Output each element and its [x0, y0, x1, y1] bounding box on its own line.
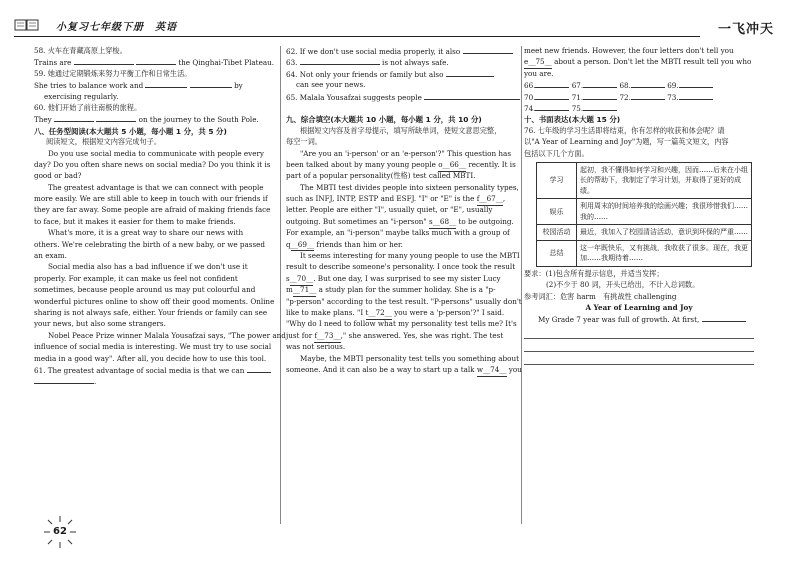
cloze-line: "p-person" according to the test result. "P-persons" usually don't	[286, 296, 522, 306]
passage-line: others. We're celebrating the birth of a new baby, or we passed	[34, 239, 266, 249]
column-left	[34, 46, 286, 388]
passage-line: influence of social media is interesting. We must try to use social	[34, 342, 272, 352]
question-59-english: She tries to balance work and by	[34, 81, 243, 91]
answer-blank[interactable]	[424, 92, 520, 100]
section-8-title: 八、任务型阅读(本大题共 5 小题，每小题 1 分，共 5 分)	[34, 126, 227, 136]
passage-line: to face, but it makes it easier for them to make friends.	[34, 216, 236, 226]
section-8-instruction: 阅读短文，根据短文内容完成句子。	[46, 137, 162, 147]
cloze-line: "Are you an 'i-person' or an 'e-person'?" This question has	[300, 148, 512, 158]
passage-line: Social media also has a bad influence if we don't use it	[48, 262, 248, 272]
section-9-title: 九、综合填空(本大题共 10 小题，每小题 1 分，共 10 分)	[286, 115, 482, 125]
cloze-blank-71[interactable]: __71__	[293, 285, 317, 297]
question-65: 65. Malala Yousafzai suggests people	[286, 92, 518, 103]
header-rule	[14, 36, 700, 37]
table-cell: 利用周末的时间培养我的绘画兴趣；我很珍惜我们……我的……	[577, 199, 752, 225]
passage-line: Nobel Peace Prize winner Malala Yousafzai says, "The power and	[48, 330, 286, 340]
cloze-line: like to make plans. "I t__72__ you were a 'p-person'?" I said.	[286, 308, 518, 319]
passage-line: media in a good way". After all, you decide how to use this tool.	[34, 353, 267, 363]
cloze-line: just for f__73__," she answered. Yes, she was right. The test	[286, 331, 518, 342]
answer-blank[interactable]	[190, 80, 232, 88]
requirement: 要求：(1)包含所有提示信息，并适当发挥；	[524, 268, 664, 278]
column-middle	[286, 46, 522, 376]
answer-blanks-row: 70. 71. 72. 73.	[524, 92, 754, 103]
answer-blank[interactable]	[583, 103, 617, 111]
question-58-english: Trains are the Qinghai-Tibet Plateau.	[34, 58, 275, 68]
passage-line: day? Do you often share news on social media? Do you think it is	[34, 159, 271, 169]
passage-line: wonderful pictures online to show off their good moments. Online	[34, 296, 275, 306]
answer-blank[interactable]	[446, 69, 494, 77]
passage-line: they are far away. Some people are afraid of making friends face	[34, 205, 271, 215]
table-label: 学习	[537, 162, 577, 199]
cloze-blank-75[interactable]: e__75__	[524, 57, 552, 69]
answer-blank[interactable]	[54, 114, 94, 122]
requirement: (2)不少于 80 词，开头已给出，不计入总词数。	[546, 280, 700, 290]
answer-blank[interactable]	[583, 92, 617, 100]
table-row	[537, 240, 752, 266]
page-number	[40, 514, 80, 550]
writing-line[interactable]	[524, 339, 754, 352]
spacer	[286, 103, 518, 114]
answer-blanks-row: 66. 67. 68. 69.	[524, 80, 754, 91]
cloze-line: outgoing. But sometimes an "i-person" s__68__ to be outgoing.	[286, 217, 518, 228]
answer-blank[interactable]	[679, 92, 713, 100]
passage-line: properly. For example, it can make us feel not confident	[34, 273, 238, 283]
answer-blank[interactable]	[631, 80, 665, 88]
answer-blank[interactable]	[463, 46, 513, 54]
table-cell: 这一年既快乐，又有挑战，我收获了很多。现在，我更加……我期待着……	[577, 240, 752, 266]
passage-line: sometimes, because people around us may put colourful and	[34, 285, 256, 295]
page-header	[0, 0, 800, 42]
question-61: 61. The greatest advantage of social media is that we can	[34, 365, 278, 376]
cloze-line: part of a popular personality(性格) test called MBTI.	[286, 171, 476, 181]
column-divider	[521, 46, 522, 524]
cloze-blank-68[interactable]: s__68__	[429, 217, 456, 229]
passage-line: The greatest advantage is that we can connect with people	[48, 182, 264, 192]
cloze-line: s__70__. But one day, I was surprised to see my sister Lucy	[286, 274, 518, 285]
question-59-chinese: 59. 她通过定期锻炼来努力平衡工作和日常生活。	[34, 68, 192, 78]
question-60-english: They on the journey to the South Pole.	[34, 115, 259, 125]
writing-line[interactable]	[524, 352, 754, 365]
cloze-line: Maybe, the MBTI personality test tells you something about	[300, 353, 519, 363]
table-cell: 起初，我不懂得如何学习和兴趣，因而……后来在小组长的帮助下，我制定了学习计划，并取得了更好的成绩。	[577, 162, 752, 199]
answer-blank[interactable]	[535, 80, 569, 88]
writing-prompt: 以"A Year of Learning and Joy"为题，写一篇英文短文，内容	[524, 137, 729, 147]
cloze-line: The MBTI test divides people into sixteen personality types,	[300, 182, 519, 192]
passage-line: good or bad?	[34, 171, 82, 181]
question-60-chinese: 60. 他们开始了前往南极的旅程。	[34, 102, 142, 112]
cloze-line: you are.	[524, 68, 554, 78]
cloze-blank-69[interactable]: __69__	[291, 240, 315, 252]
answer-blank[interactable]	[136, 57, 176, 65]
writing-line[interactable]	[524, 326, 754, 339]
passage-line: your news, but also some strangers.	[34, 319, 166, 329]
writing-prompt: 包括以下几个方面。	[524, 148, 589, 158]
writing-prompt: 76. 七年级的学习生活即将结束，你有怎样的收获和体会呢？请	[524, 125, 725, 135]
brand-name: 一飞冲天	[717, 22, 774, 37]
answer-blank[interactable]	[145, 80, 187, 88]
column-divider	[280, 46, 281, 524]
table-label: 校园活动	[537, 225, 577, 241]
question-59-english-cont: exercising regularly.	[44, 91, 119, 101]
cloze-blank-72[interactable]: t__72__	[366, 308, 392, 320]
table-label: 总结	[537, 240, 577, 266]
cloze-line: letter. People are either "I", usually quiet, or "E", usually	[286, 205, 493, 215]
question-64-cont: can see your news.	[296, 80, 366, 90]
cloze-line: meet new friends. However, the four letters don't tell you	[524, 46, 734, 55]
passage-line: What's more, it is a great way to share our news with	[48, 228, 244, 238]
reference-vocab: 参考词汇：危害 harm 有挑战性 challenging	[524, 291, 677, 301]
answer-blank[interactable]	[247, 365, 271, 373]
passage-line: sharing is not always safe, either. Your friends or family can see	[34, 307, 268, 317]
cloze-line: result to describe someone's personality. I once took the result	[286, 262, 516, 272]
question-64: 64. Not only your friends or family but also	[286, 69, 518, 80]
cloze-blank-66[interactable]: o__66__	[438, 160, 466, 172]
answer-blank[interactable]	[74, 57, 134, 65]
table-row	[537, 162, 752, 199]
table-row	[537, 225, 752, 241]
cloze-line: m__71__ a study plan for the summer holiday. She is a "p-	[286, 285, 518, 296]
question-63: 63. is not always safe.	[286, 58, 449, 68]
passage-line: an exam.	[34, 251, 67, 261]
cloze-line: been talked about by many young people o__66__ recently. It is	[286, 160, 518, 171]
answer-blank[interactable]	[535, 103, 569, 111]
cloze-blank-74[interactable]: w__74__	[477, 365, 507, 377]
cloze-line: was not serious.	[286, 342, 346, 352]
cloze-line: For example, an "i-person" maybe talks much with a group of	[286, 228, 510, 238]
table-row	[537, 199, 752, 225]
cloze-line: such as INFJ, INTP, ESTP and ESFJ. "I" or "E" is the f__67__,	[286, 194, 518, 205]
question-62: 62. If we don't use social media properly, it also	[286, 46, 518, 57]
answer-blank[interactable]	[583, 80, 617, 88]
cloze-blank-70[interactable]: __70__	[290, 274, 314, 286]
answer-blank[interactable]	[702, 314, 746, 322]
table-cell: 最近，我加入了校园清洁活动，意识到环保的严重……	[577, 225, 752, 241]
table-label: 娱乐	[537, 199, 577, 225]
answer-blank[interactable]	[300, 57, 380, 65]
book-logo-icon	[14, 18, 40, 32]
essay-title: A Year of Learning and Joy	[585, 303, 693, 313]
essay-start: My Grade 7 year was full of growth. At first,	[524, 314, 754, 325]
column-right	[524, 46, 754, 365]
cloze-blank-67[interactable]: f__67__	[477, 194, 503, 206]
section-10-title: 十、书面表达(本大题 15 分)	[524, 115, 621, 125]
cloze-line: It seems interesting for many young people to use the MBTI	[300, 251, 520, 261]
question-61-cont: .	[34, 376, 278, 387]
cloze-line: q__69__ friends than him or her.	[286, 240, 518, 251]
cloze-blank-73[interactable]: f__73__	[314, 331, 340, 343]
page-number-text: 62	[53, 526, 67, 537]
cloze-line: someone. And it can also be a way to start up a talk w__74__ you	[286, 365, 518, 376]
question-58-chinese: 58. 火车在青藏高原上穿梭。	[34, 46, 127, 55]
answer-blanks-row: 74. 75.	[524, 103, 754, 114]
writing-outline-table	[536, 162, 752, 267]
reading-passage	[34, 148, 286, 365]
section-9-instruction-cont: 每空一词。	[286, 137, 322, 147]
answer-blank[interactable]	[96, 114, 136, 122]
book-title: 小复习七年级下册 英语	[56, 22, 177, 33]
section-9-instruction: 根据短文内容及首字母提示，填写所缺单词，使短文意思完整，	[300, 125, 502, 135]
answer-blank[interactable]	[631, 92, 665, 100]
cloze-line: e__75__ about a person. Don't let the MBTI result tell you who	[524, 57, 754, 68]
answer-blank[interactable]	[535, 92, 569, 100]
passage-line: more easily. We are still able to keep in touch with our friends if	[34, 194, 268, 204]
answer-blank[interactable]	[34, 376, 94, 384]
answer-blank[interactable]	[679, 80, 713, 88]
cloze-line: "Why do I need to follow what my personality test tells me? It's	[286, 319, 517, 329]
passage-line: Do you use social media to communicate with people every	[48, 148, 264, 158]
